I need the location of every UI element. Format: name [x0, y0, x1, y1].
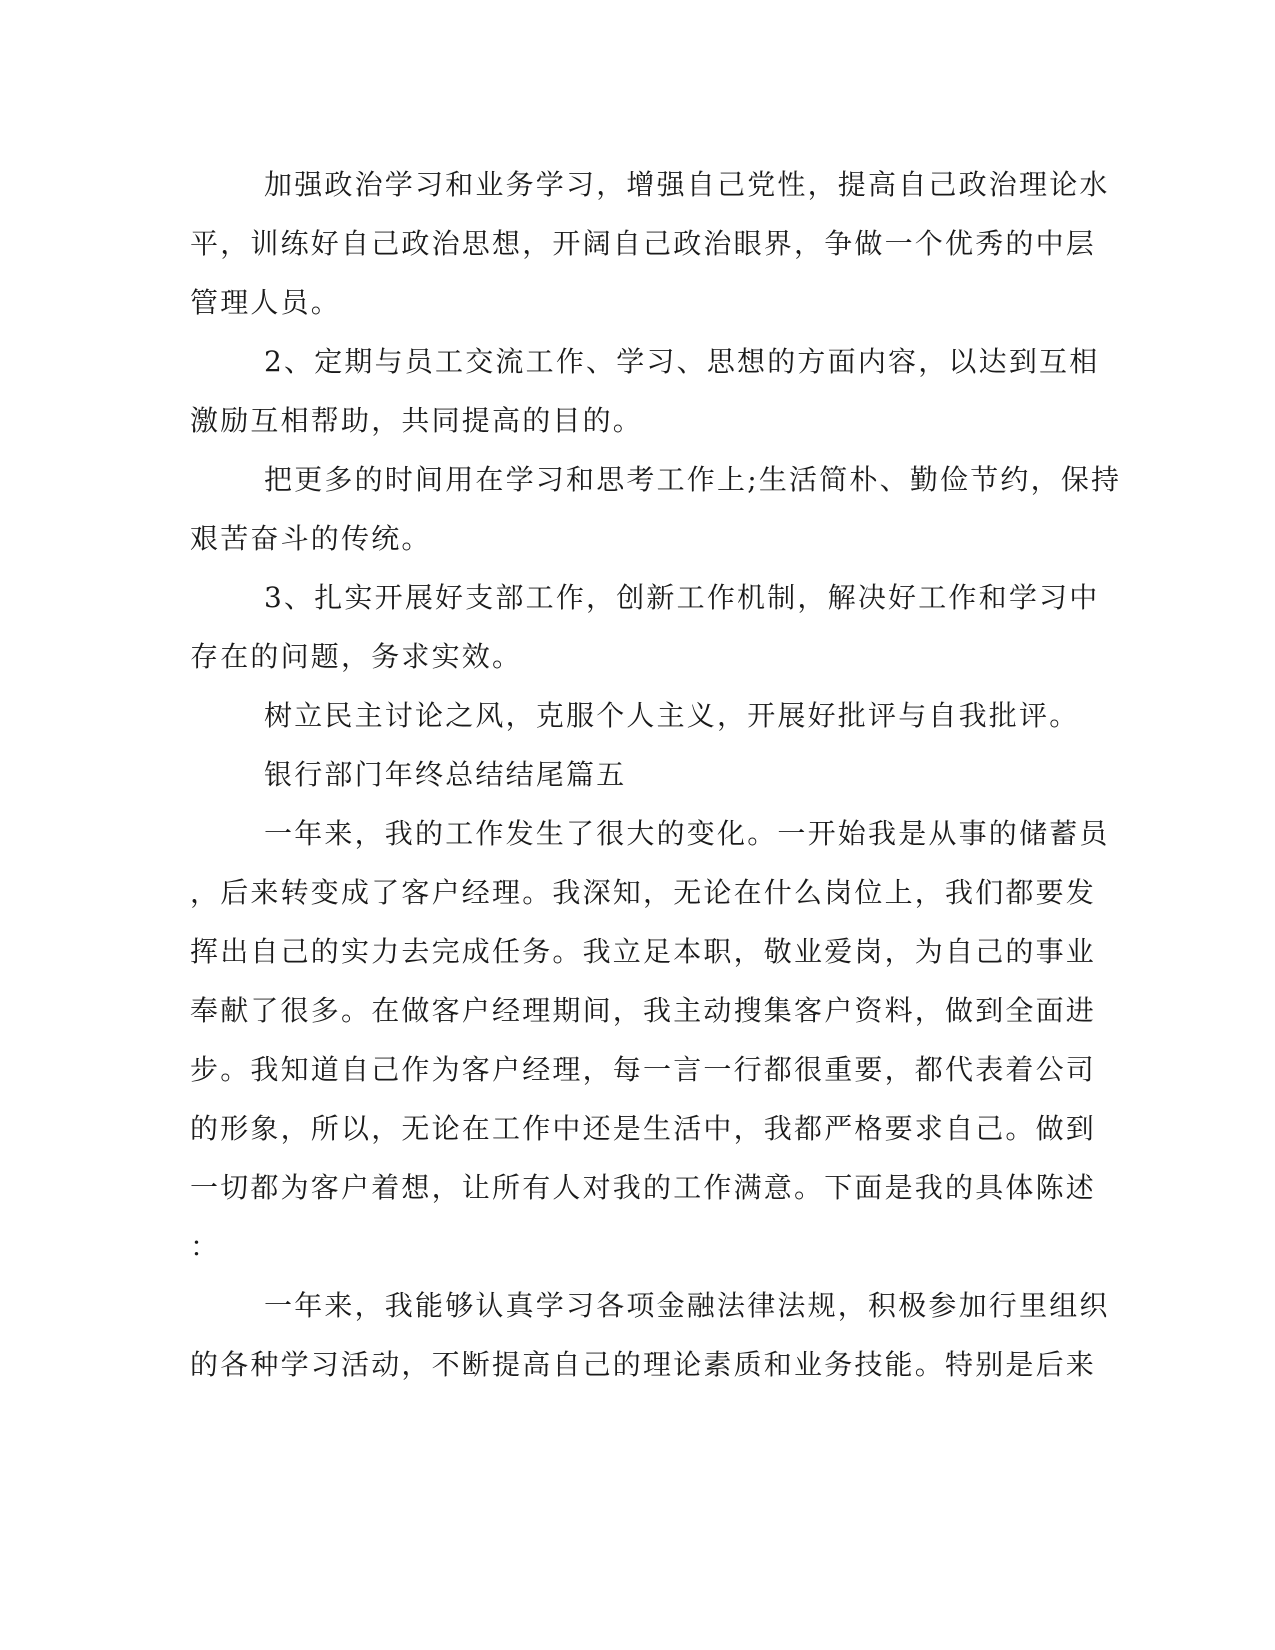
- text-line: 树立民主讨论之风，克服个人主义，开展好批评与自我批评。: [264, 699, 1080, 732]
- text-line: 艰苦奋斗的传统。: [190, 522, 432, 555]
- text-line: 步。我知道自己作为客户经理，每一言一行都很重要，都代表着公司: [190, 1053, 1097, 1086]
- text-line: 加强政治学习和业务学习，增强自己党性，提高自己政治理论水: [264, 168, 1110, 201]
- text-line: 的各种学习活动，不断提高自己的理论素质和业务技能。特别是后来: [190, 1348, 1097, 1381]
- text-line: 3、扎实开展好支部工作，创新工作机制，解决好工作和学习中: [264, 581, 1100, 614]
- text-line: 激励互相帮助，共同提高的目的。: [190, 404, 644, 437]
- text-line: 的形象，所以，无论在工作中还是生活中，我都严格要求自己。做到: [190, 1112, 1097, 1145]
- text-line: 挥出自己的实力去完成任务。我立足本职，敬业爱岗，为自己的事业: [190, 935, 1097, 968]
- text-line: ，后来转变成了客户经理。我深知，无论在什么岗位上，我们都要发: [190, 876, 1097, 909]
- text-line: 平，训练好自己政治思想，开阔自己政治眼界，争做一个优秀的中层: [190, 227, 1097, 260]
- text-line: 一年来，我能够认真学习各项金融法律法规，积极参加行里组织: [264, 1289, 1110, 1322]
- section-heading: 银行部门年终总结结尾篇五: [264, 758, 627, 791]
- text-line: 2、定期与员工交流工作、学习、思想的方面内容，以达到互相: [264, 345, 1100, 378]
- text-line: 存在的问题，务求实效。: [190, 640, 523, 673]
- text-line: 一年来，我的工作发生了很大的变化。一开始我是从事的储蓄员: [264, 817, 1110, 850]
- text-line: 一切都为客户着想，让所有人对我的工作满意。下面是我的具体陈述: [190, 1171, 1097, 1204]
- text-line: 管理人员。: [190, 286, 342, 319]
- text-line: 把更多的时间用在学习和思考工作上;生活简朴、勤俭节约，保持: [264, 463, 1122, 496]
- text-line: 奉献了很多。在做客户经理期间，我主动搜集客户资料，做到全面进: [190, 994, 1097, 1027]
- text-line: ：: [190, 1230, 221, 1263]
